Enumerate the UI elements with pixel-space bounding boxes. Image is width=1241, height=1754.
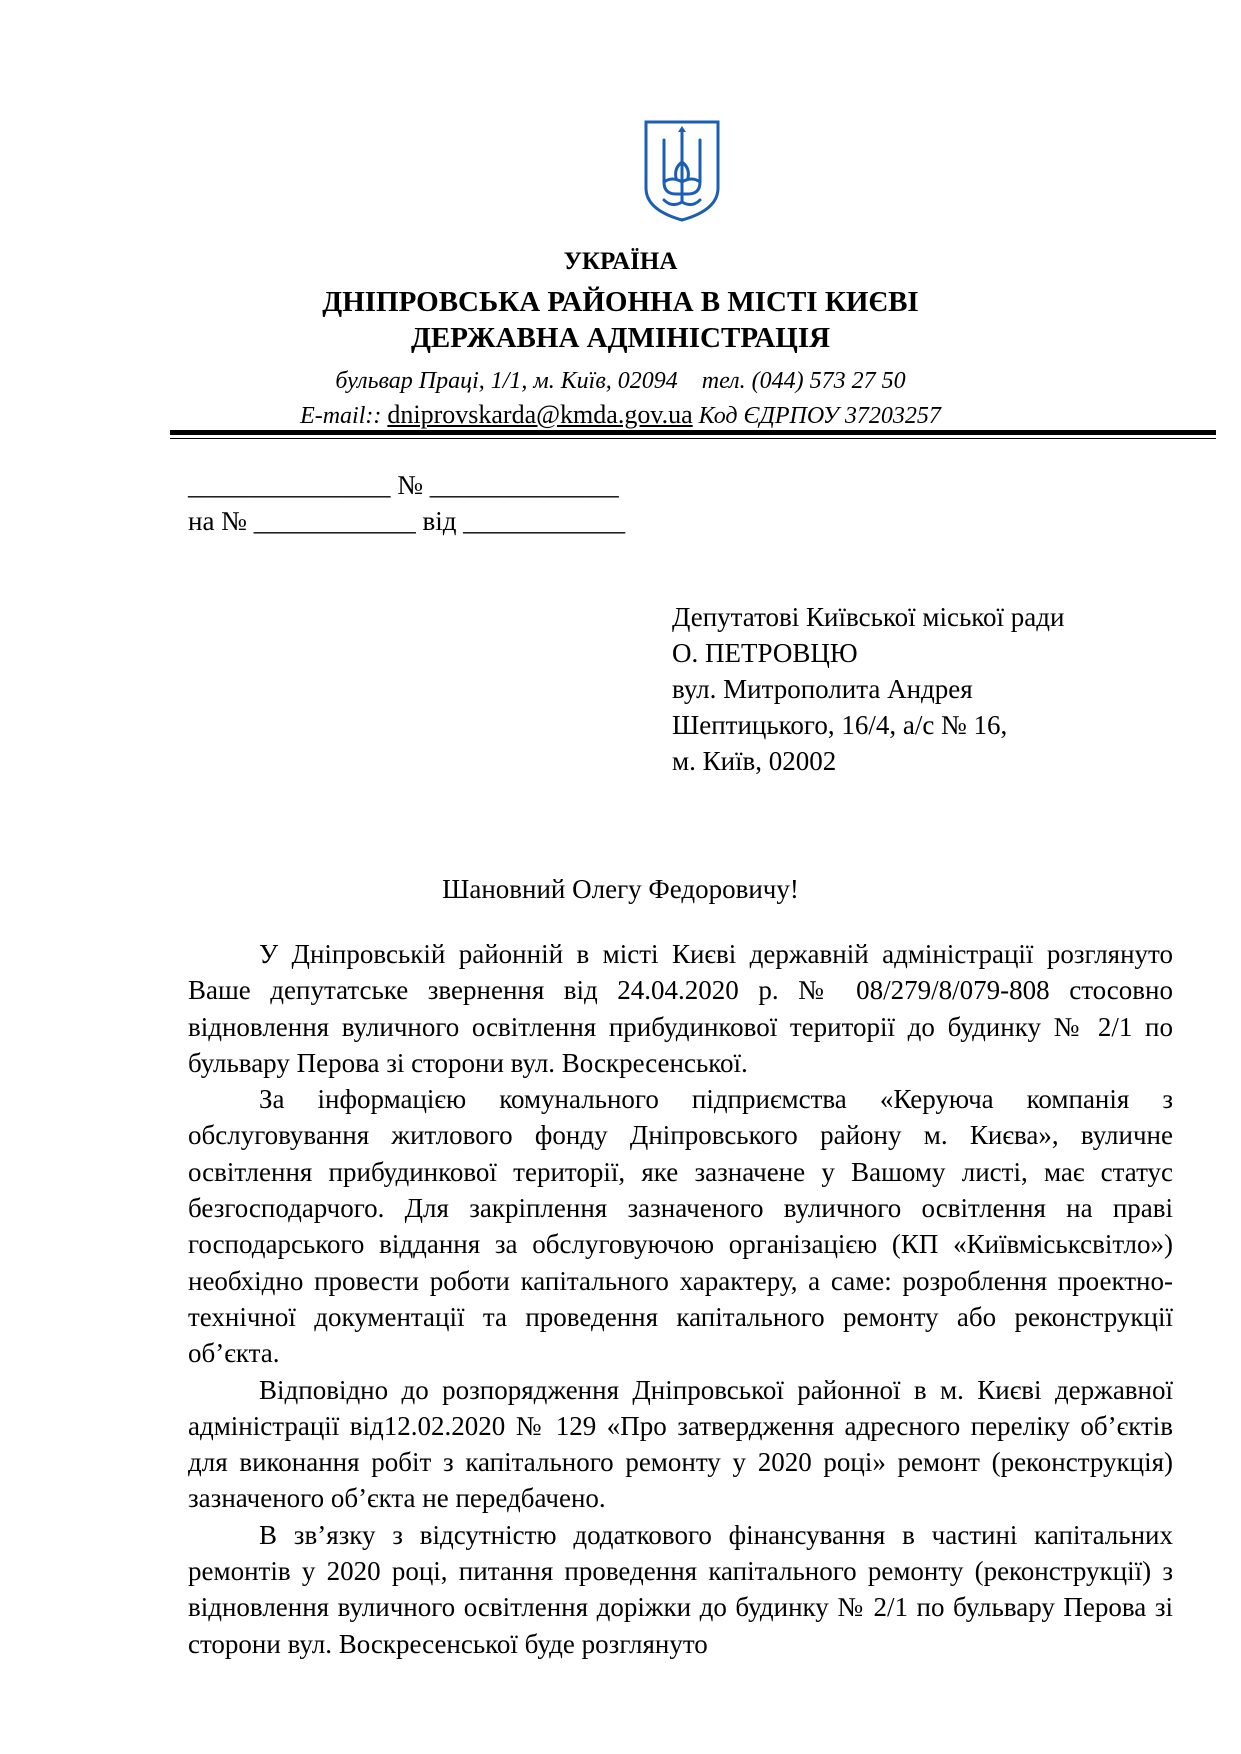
coat-of-arms-icon: [642, 118, 722, 224]
edrpou-code: Код ЄДРПОУ 37203257: [698, 403, 941, 429]
org-name-line1: ДНІПРОВСЬКА РАЙОННА В МІСТІ КИЄВІ: [322, 286, 919, 318]
outgoing-number-line: _______________ № ______________: [188, 470, 619, 500]
org-contact-line: [0, 400, 1241, 430]
org-phone: тел. (044) 573 27 50: [701, 368, 906, 394]
addressee-name: О. ПЕТРОВЦЮ: [672, 638, 858, 668]
salutation: Шановний Олегу Федоровичу!: [442, 874, 799, 904]
email-link[interactable]: dniprovskarda@kmda.gov.ua: [387, 400, 693, 429]
header-rule-thin: [170, 438, 1216, 439]
addressee-street: вул. Митрополита Андрея: [672, 674, 973, 704]
addressee-position: Депутатові Київської міської ради: [672, 602, 1065, 632]
body-paragraph: За інформацією комунального підприємства «Керуюча компанія з обслуговування житлового фонду Дніпровського району м. Києва», вуличне освітлення прибудинкової території, яке зазначене у Вашому листі, має статус безгосподарчого. Для закріплення зазначеного вуличного освітлення на праві господарського віддання за обслуговуючою організацією (КП «Київміськсвітло») необхідно провести роботи капітального характеру, а саме: розроблення проектно-технічної документації та проведення капітального ремонту або реконструкції об’єкта.: [188, 1084, 1173, 1369]
org-address: бульвар Праці, 1/1, м. Київ, 02094: [335, 368, 678, 394]
country-name: УКРАЇНА: [563, 248, 678, 275]
reply-to-number-line: на № ____________ від ____________: [188, 506, 626, 536]
body-paragraph: Відповідно до розпорядження Дніпровської районної в м. Києві державної адміністрації від12.02.2020 № 129 «Про затвердження адресного переліку об’єктів для виконання робіт з капітального ремонту у 2020 році» ремонт (реконструкція) зазначеного об’єкта не передбачено.: [188, 1374, 1173, 1514]
addressee-building: Шептицького, 16/4, а/с № 16,: [672, 710, 1008, 740]
letter-body: [188, 936, 1173, 1662]
org-address-line: [0, 368, 1241, 395]
body-paragraph: В зв’язку з відсутністю додаткового фінансування в частині капітальних ремонтів у 2020 році, питання проведення капітального ремонту (реконструкції) з відновлення вуличного освітлення доріжки до будинку № 2/1 по бульвару Перова зі сторони вул. Воскресенської буде розглянуто: [188, 1519, 1173, 1659]
addressee-city: м. Київ, 02002: [672, 746, 837, 776]
org-name-line2: ДЕРЖАВНА АДМІНІСТРАЦІЯ: [410, 322, 831, 354]
email-label: E-mail::: [300, 403, 382, 429]
header-rule-thick: [170, 430, 1216, 435]
body-paragraph: У Дніпровській районній в місті Києві державній адміністрації розглянуто Ваше депутатське звернення від 24.04.2020 р. № 08/279/8/079-808 стосовно відновлення вуличного освітлення прибудинкової території до будинку № 2/1 по бульвару Перова зі сторони вул. Воскресенської.: [188, 939, 1173, 1078]
